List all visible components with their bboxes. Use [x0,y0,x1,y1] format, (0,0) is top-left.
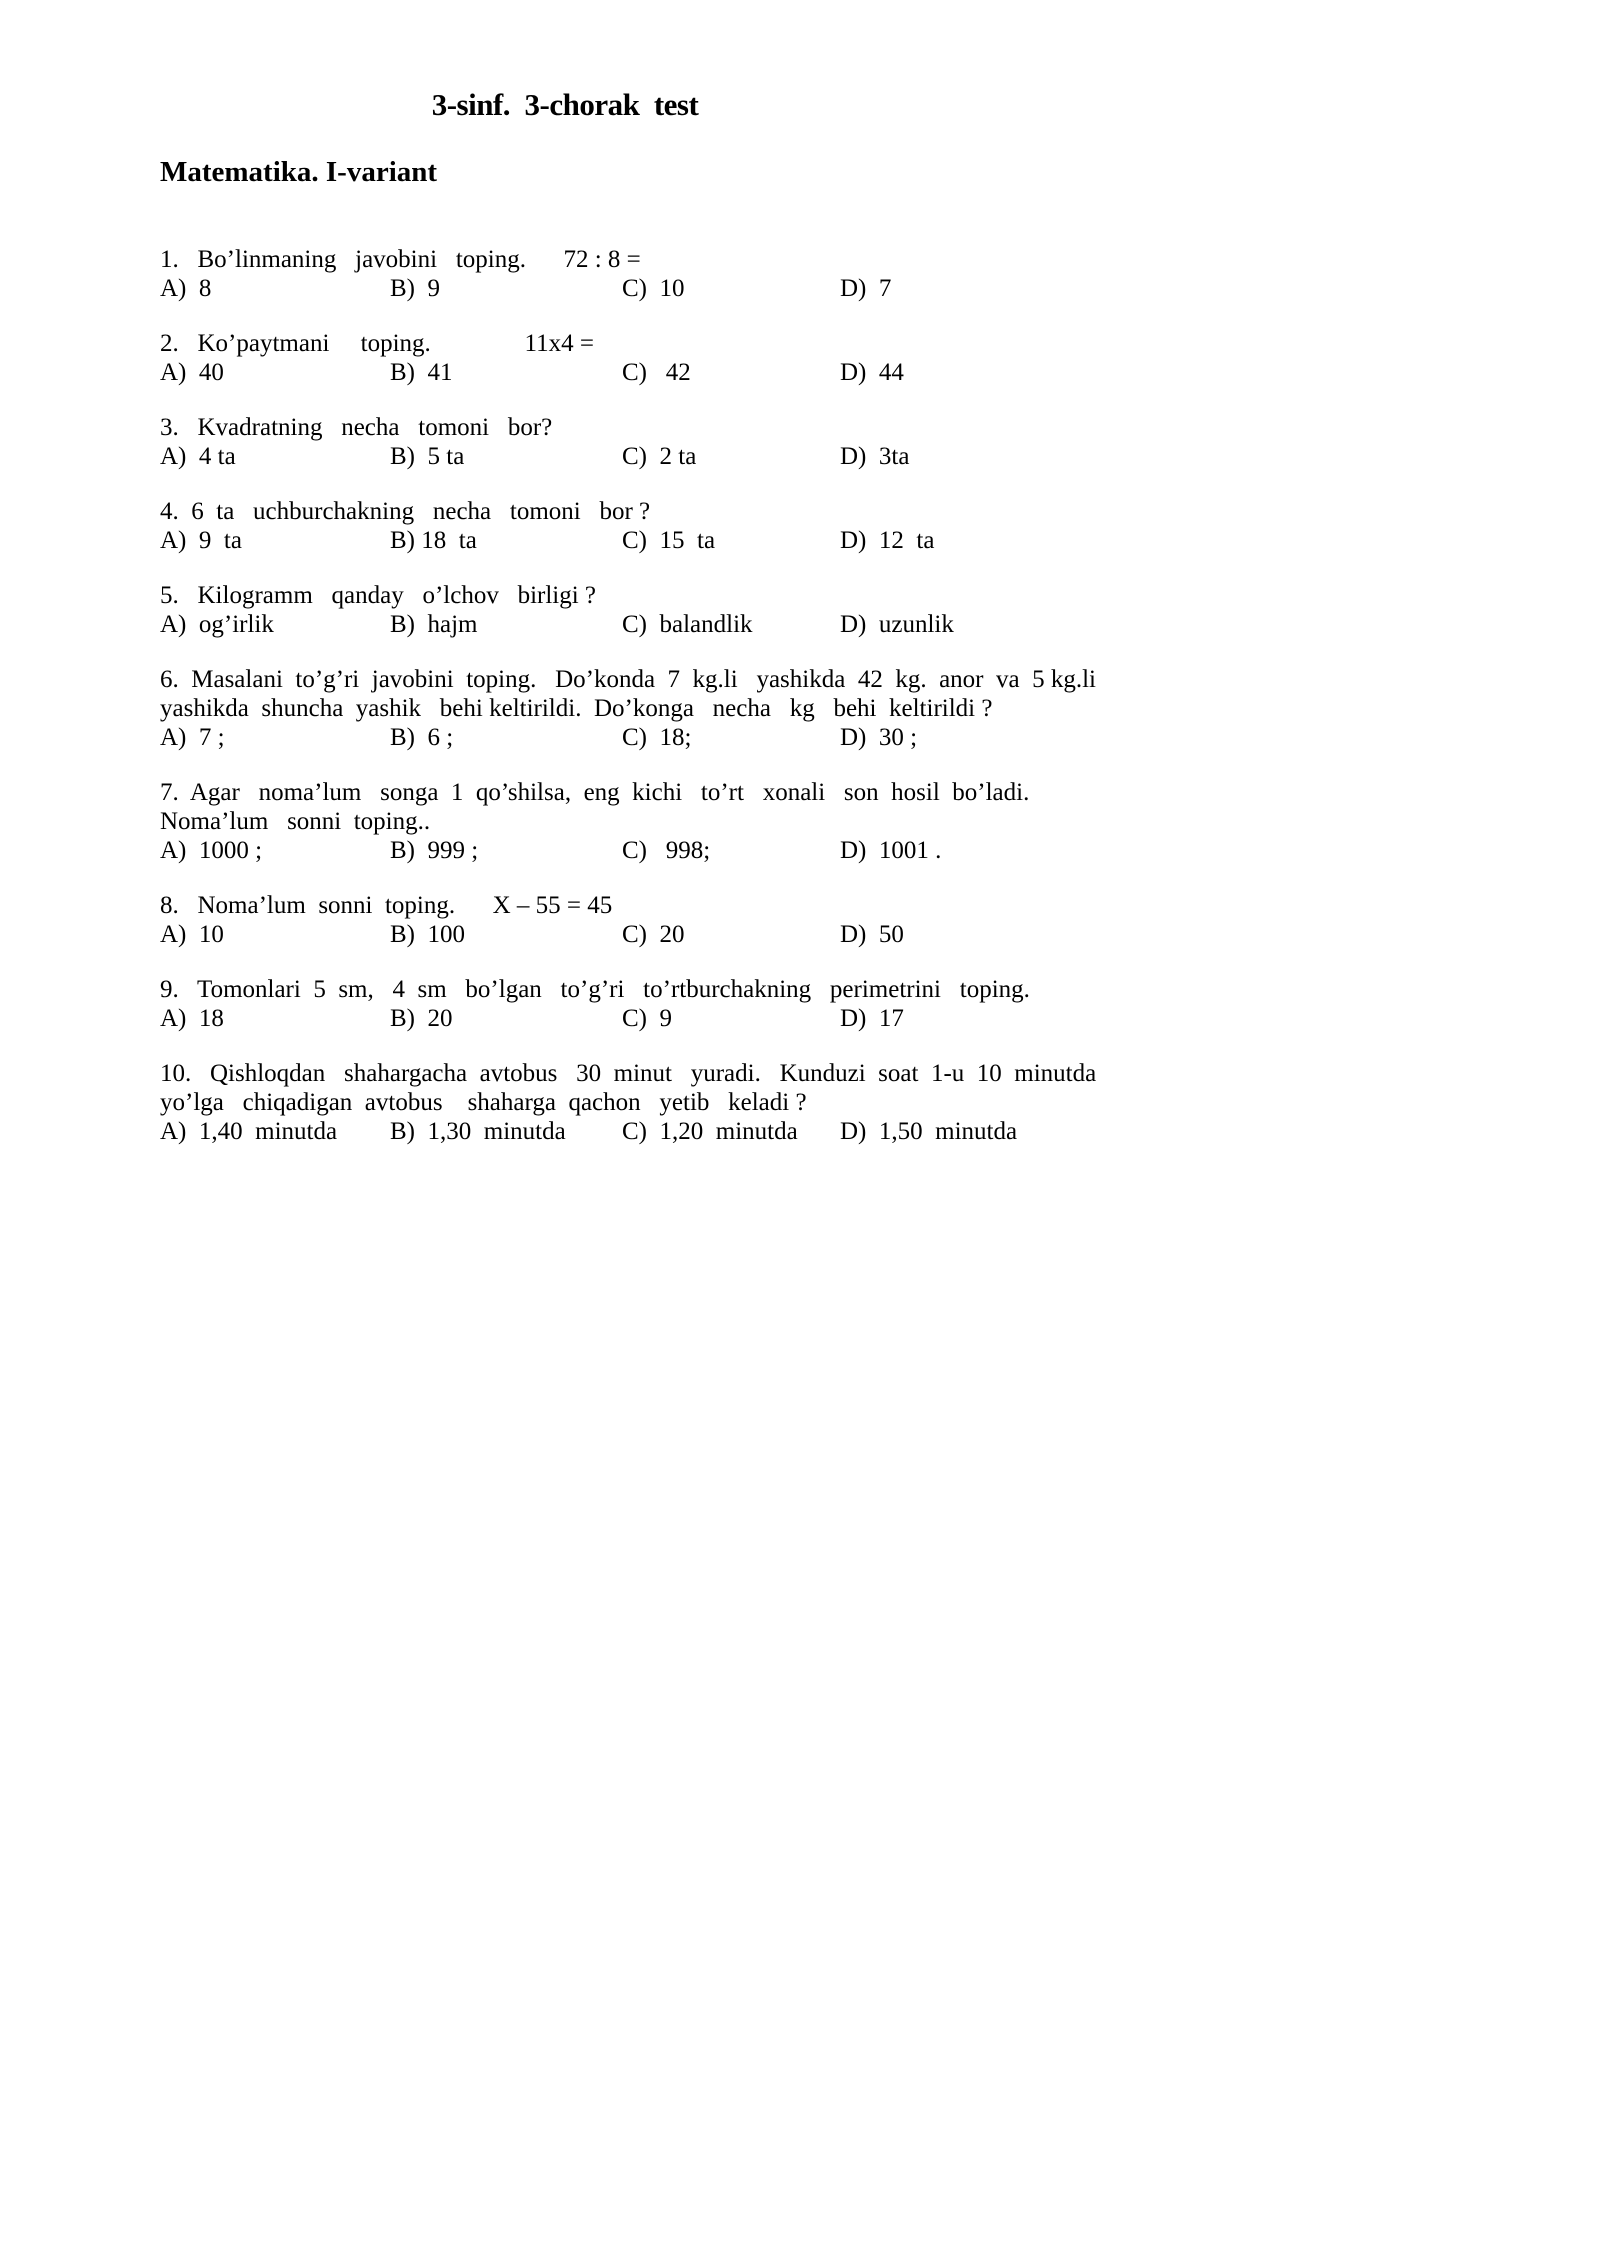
answer-option: D) 30 ; [840,724,918,751]
answer-option: D) 50 [840,921,904,948]
document-title: 3-sinf. 3-chorak test [431,87,699,122]
answer-option: D) uzunlik [840,611,954,638]
question-block [160,329,1440,387]
answer-option: C) balandlik [622,611,753,638]
question-lines [160,778,1440,836]
question-lines [160,975,1440,1004]
question-options [160,358,1440,387]
answer-option: A) 7 ; [160,724,225,751]
document-subtitle: Matematika. I-variant [160,156,438,188]
question-text-line: 8. Noma’lum sonni toping. X – 55 = 45 [160,892,613,919]
question-lines [160,245,1440,274]
question-lines [160,581,1440,610]
answer-option: B) 100 [390,921,465,948]
answer-option: D) 17 [840,1005,904,1032]
question-options [160,442,1440,471]
question-options [160,1117,1440,1146]
question-block [160,413,1440,471]
question-text-line: 5. Kilogramm qanday o’lchov birligi ? [160,582,597,609]
answer-option: D) 7 [840,275,892,302]
answer-option: A) 8 [160,275,212,302]
answer-option: C) 998; [622,837,711,864]
question-text-line: 10. Qishloqdan shahargacha avtobus 30 minut yuradi. Kunduzi soat 1-u 10 minutda [160,1060,1097,1087]
answer-option: C) 42 [622,359,691,386]
answer-option: B) 18 ta [390,527,477,554]
answer-option: B) 999 ; [390,837,479,864]
answer-option: D) 44 [840,359,904,386]
answer-option: A) 1000 ; [160,837,263,864]
question-text-line: 6. Masalani to’g’ri javobini toping. Do’konda 7 kg.li yashikda 42 kg. anor va 5 kg.li [160,666,1096,693]
answer-option: B) 6 ; [390,724,454,751]
question-options [160,920,1440,949]
answer-option: A) 4 ta [160,443,236,470]
answer-option: C) 20 [622,921,685,948]
answer-option: D) 1001 . [840,837,942,864]
answer-option: C) 2 ta [622,443,697,470]
answer-option: C) 10 [622,275,685,302]
questions-list [160,245,1440,1146]
answer-option: A) 10 [160,921,224,948]
answer-option: B) 41 [390,359,453,386]
question-text-line: yashikda shuncha yashik behi keltirildi. Do’konga necha kg behi keltirildi ? [160,695,993,722]
answer-option: A) og’irlik [160,611,274,638]
answer-option: B) hajm [390,611,478,638]
answer-option: D) 12 ta [840,527,935,554]
answer-option: C) 9 [622,1005,672,1032]
question-lines [160,413,1440,442]
answer-option: B) 20 [390,1005,453,1032]
question-options [160,610,1440,639]
question-options [160,723,1440,752]
question-text-line: 7. Agar noma’lum songa 1 qo’shilsa, eng kichi to’rt xonali son hosil bo’ladi. [160,779,1030,806]
answer-option: C) 15 ta [622,527,716,554]
question-text-line: 1. Bo’linmaning javobini toping. 72 : 8 = [160,246,641,273]
question-block [160,581,1440,639]
question-lines [160,891,1440,920]
question-options [160,274,1440,303]
question-text-line: Noma’lum sonni toping.. [160,808,431,835]
question-block [160,245,1440,303]
question-lines [160,329,1440,358]
question-block [160,891,1440,949]
answer-option: A) 40 [160,359,224,386]
answer-option: B) 9 [390,275,440,302]
question-block [160,778,1440,865]
question-text-line: 2. Ko’paytmani toping. 11x4 = [160,330,594,357]
question-text-line: 3. Kvadratning necha tomoni bor? [160,414,553,441]
answer-option: A) 9 ta [160,527,242,554]
question-options [160,836,1440,865]
answer-option: B) 5 ta [390,443,465,470]
question-text-line: 4. 6 ta uchburchakning necha tomoni bor ? [160,498,651,525]
question-lines [160,1059,1440,1117]
answer-option: A) 18 [160,1005,224,1032]
question-lines [160,497,1440,526]
question-text-line: 9. Tomonlari 5 sm, 4 sm bo’lgan to’g’ri to’rtburchakning perimetrini toping. [160,976,1030,1003]
answer-option: D) 3ta [840,443,910,470]
question-options [160,526,1440,555]
answer-option: C) 1,20 minutda [622,1118,798,1145]
answer-option: D) 1,50 minutda [840,1118,1018,1145]
question-block [160,665,1440,752]
answer-option: C) 18; [622,724,692,751]
question-block [160,1059,1440,1146]
answer-option: A) 1,40 minutda [160,1118,338,1145]
question-text-line: yo’lga chiqadigan avtobus shaharga qachon yetib keladi ? [160,1089,807,1116]
question-block [160,497,1440,555]
question-options [160,1004,1440,1033]
question-lines [160,665,1440,723]
answer-option: B) 1,30 minutda [390,1118,566,1145]
question-block [160,975,1440,1033]
